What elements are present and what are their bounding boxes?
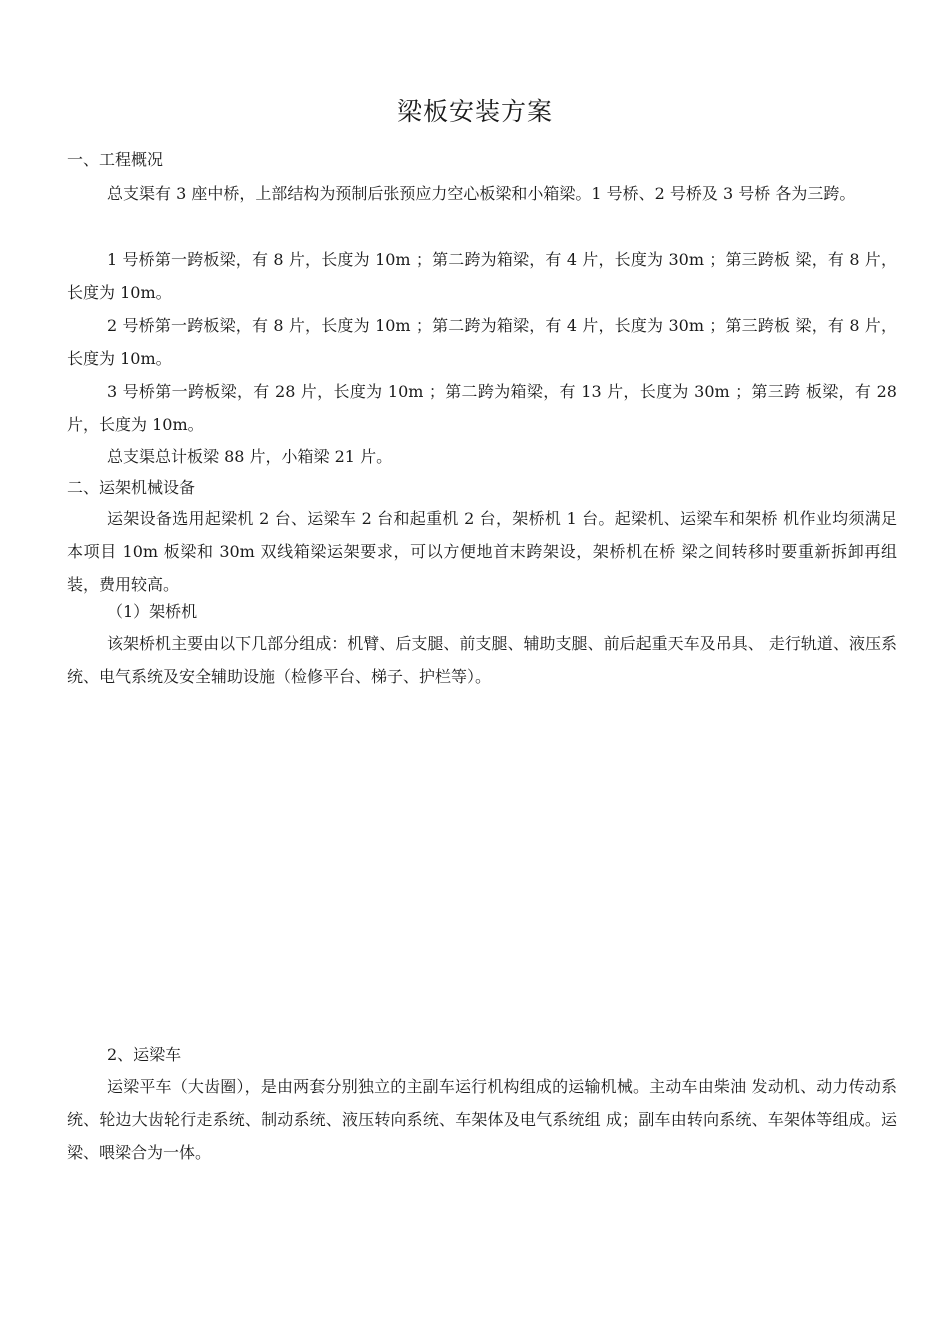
paragraph-bridge-1: 1 号桥第一跨板梁，有 8 片，长度为 10m ；第二跨为箱梁，有 4 片，长度为 30m ；第三跨板 梁，有 8 片，长度为 10m。 (67, 250, 897, 302)
paragraph-bridge-2: 2 号桥第一跨板梁，有 8 片，长度为 10m ；第二跨为箱梁，有 4 片，长度为 30m ；第三跨板 梁，有 8 片，长度为 10m。 (67, 316, 897, 368)
subheading-bridge-erecting-machine: （1）架桥机 (107, 602, 198, 621)
paragraph-overview: 总支渠有 3 座中桥，上部结构为预制后张预应力空心板梁和小箱梁。1 号桥、2 号桥及 3 号桥 各为三跨。 (107, 184, 856, 203)
paragraph-bridge-erecting-machine: 该架桥机主要由以下几部分组成：机臂、后支腿、前支腿、辅助支腿、前后起重天车及吊具、 走行轨道、液压系统、电气系统及安全辅助设施（检修平台、梯子、护栏等）。 (67, 634, 897, 686)
subheading-beam-transport-vehicle: 2、运梁车 (107, 1045, 182, 1064)
paragraph-equipment: 运架设备选用起梁机 2 台、运梁车 2 台和起重机 2 台，架桥机 1 台。起梁机、运梁车和架桥 机作业均须满足本项目 10m 板梁和 30m 双线箱梁运架要求，可以方便地首末跨架设，架桥机在桥 梁之间转移时要重新拆卸再组装，费用较高。 (67, 509, 897, 594)
page-title: 梁板安装方案 (396, 97, 553, 126)
section-heading-equipment: 二、运架机械设备 (67, 478, 196, 497)
section-heading-project-overview: 一、工程概况 (67, 150, 164, 169)
paragraph-total: 总支渠总计板梁 88 片，小箱梁 21 片。 (107, 447, 393, 466)
paragraph-bridge-3: 3 号桥第一跨板梁，有 28 片，长度为 10m ；第二跨为箱梁，有 13 片，长度为 30m ；第三跨 板梁，有 28 片，长度为 10m。 (67, 382, 897, 434)
paragraph-beam-transport-vehicle: 运梁平车（大齿圈），是由两套分别独立的主副车运行机构组成的运输机械。主动车由柴油 发动机、动力传动系统、轮边大齿轮行走系统、制动系统、液压转向系统、车架体及电气系统组 成；副车由转向系统、车架体等组成。运梁、喂梁合为一体。 (67, 1077, 897, 1162)
